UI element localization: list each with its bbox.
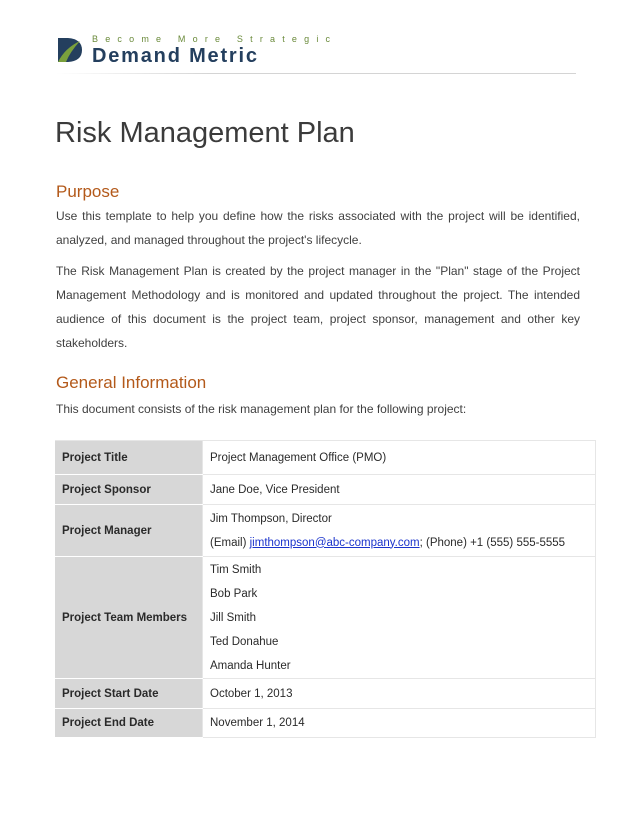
table-row-project-manager xyxy=(55,505,596,557)
project-team-label: Project Team Members xyxy=(55,557,203,679)
project-title-label: Project Title xyxy=(55,441,203,475)
team-member: Tim Smith xyxy=(210,563,262,576)
team-member: Jill Smith xyxy=(210,611,257,624)
table-row-project-start-date xyxy=(55,679,596,709)
team-member: Amanda Hunter xyxy=(210,659,291,672)
project-sponsor-value: Jane Doe, Vice President xyxy=(203,475,596,505)
manager-email-link[interactable]: jimthompson@abc-company.com xyxy=(249,536,420,549)
purpose-paragraph-1: Use this template to help you define how the risks associated with the project will be identified, analyzed, and managed throughout the project's lifecycle. xyxy=(56,209,580,247)
project-end-date-value: November 1, 2014 xyxy=(203,709,596,738)
table-row-project-team xyxy=(55,557,596,679)
team-member: Ted Donahue xyxy=(210,635,279,648)
table-row-project-title xyxy=(55,441,596,475)
team-member: Bob Park xyxy=(210,587,258,600)
logo-tagline: Become More Strategic xyxy=(92,34,338,44)
manager-phone: ; (Phone) +1 (555) 555-5555 xyxy=(419,536,566,549)
table-row-project-end-date xyxy=(55,709,596,738)
project-team-value xyxy=(203,557,596,679)
manager-name: Jim Thompson, Director xyxy=(210,512,332,525)
purpose-paragraph-2: The Risk Management Plan is created by the project manager in the "Plan" stage of the Project Management Methodology and is monitored and updated throughout the project. The intended audience of this document is the project team, project sponsor, management and other key stakeholders. xyxy=(56,264,580,350)
project-info-table xyxy=(55,440,596,738)
project-sponsor-label: Project Sponsor xyxy=(55,475,203,505)
header-divider xyxy=(56,73,576,74)
demand-metric-logo xyxy=(56,34,338,68)
project-manager-label: Project Manager xyxy=(55,505,203,557)
logo-brand-name: Demand Metric xyxy=(92,45,259,67)
purpose-heading: Purpose xyxy=(56,182,120,201)
table-row-project-sponsor xyxy=(55,475,596,505)
project-start-date-value: October 1, 2013 xyxy=(203,679,596,709)
project-title-value: Project Management Office (PMO) xyxy=(203,441,596,475)
email-prefix: (Email) xyxy=(210,536,247,549)
logo-mark-icon xyxy=(56,36,84,64)
project-end-date-label: Project End Date xyxy=(55,709,203,738)
project-manager-value xyxy=(203,505,596,557)
manager-contact xyxy=(210,531,588,555)
document-title: Risk Management Plan xyxy=(55,117,355,149)
project-start-date-label: Project Start Date xyxy=(55,679,203,709)
general-information-intro: This document consists of the risk management plan for the following project: xyxy=(56,402,467,416)
general-information-heading: General Information xyxy=(56,373,207,392)
